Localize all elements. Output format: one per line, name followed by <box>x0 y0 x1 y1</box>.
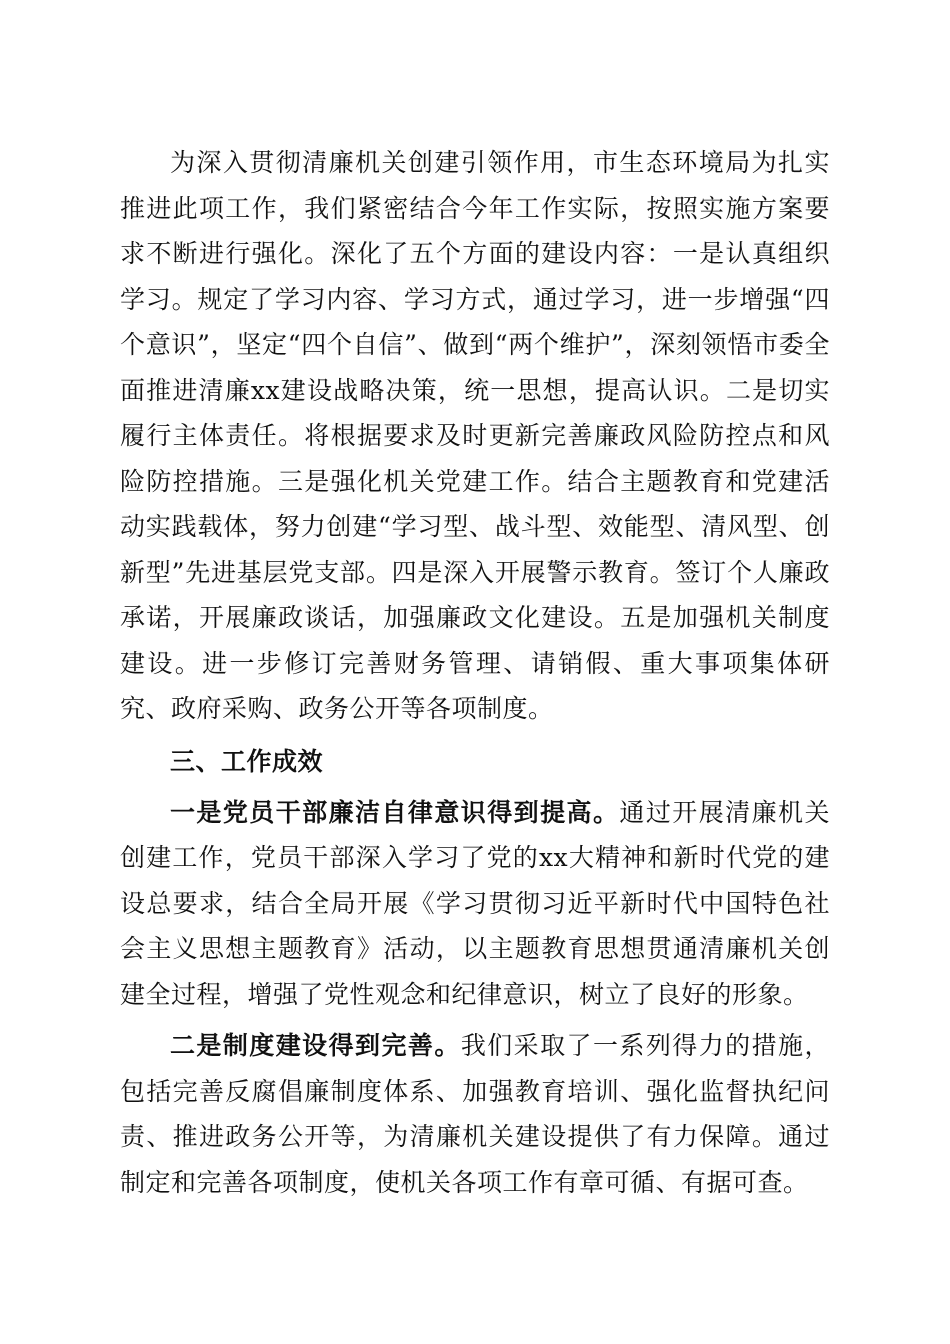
paragraph-self-discipline <box>120 790 830 1018</box>
paragraph-body-system-building: 我们采取了一系列得力的措施，包括完善反腐倡廉制度体系、加强教育培训、强化监督执纪问责、推进政务公开等，为清廉机关建设提供了有力保障。通过制定和完善各项制度，使机关各项工作有章可循、有据可查。 <box>120 1031 830 1197</box>
document-body <box>120 140 830 1205</box>
paragraph-construction-content: 为深入贯彻清廉机关创建引领作用，市生态环境局为扎实推进此项工作，我们紧密结合今年工作实际，按照实施方案要求不断进行强化。深化了五个方面的建设内容：一是认真组织学习。规定了学习内容、学习方式，通过学习，进一步增强“四个意识”，坚定“四个自信”、做到“两个维护”，深刻领悟市委全面推进清廉xx建设战略决策，统一思想，提高认识。二是切实履行主体责任。将根据要求及时更新完善廉政风险防控点和风险防控措施。三是强化机关党建工作。结合主题教育和党建活动实践载体，努力创建“学习型、战斗型、效能型、清风型、创新型”先进基层党支部。四是深入开展警示教育。签订个人廉政承诺，开展廉政谈话，加强廉政文化建设。五是加强机关制度建设。进一步修订完善财务管理、请销假、重大事项集体研究、政府采购、政务公开等各项制度。 <box>120 148 830 723</box>
paragraph-lead-self-discipline: 一是党员干部廉洁自律意识得到提高。 <box>170 797 620 827</box>
paragraph-body-self-discipline: 通过开展清廉机关创建工作，党员干部深入学习了党的xx大精神和新时代党的建设总要求，结合全局开展《学习贯彻习近平新时代中国特色社会主义思想主题教育》活动，以主题教育思想贯通清廉机关创建全过程，增强了党性观念和纪律意识，树立了良好的形象。 <box>120 797 830 1009</box>
section-heading-results: 三、工作成效 <box>170 746 324 776</box>
paragraph-system-building <box>120 1023 830 1205</box>
paragraph-lead-system-building: 二是制度建设得到完善。 <box>170 1031 461 1060</box>
